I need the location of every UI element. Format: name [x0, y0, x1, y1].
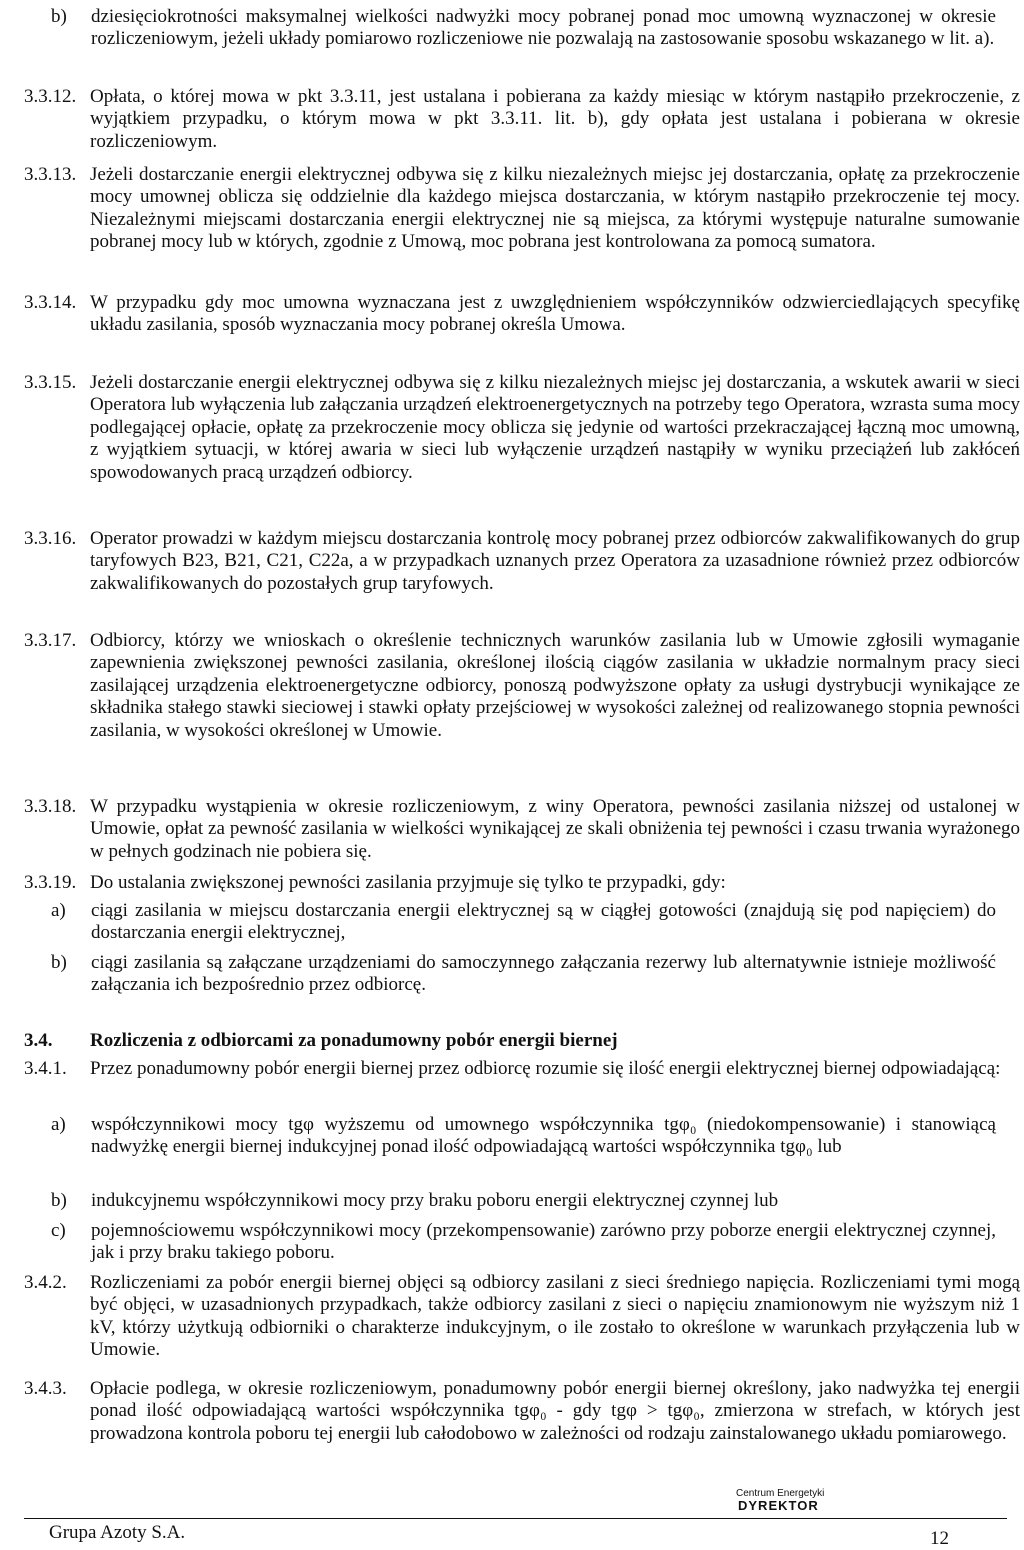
section-heading-3-4	[24, 1030, 1020, 1052]
paragraph-number: 3.4.2.	[24, 1272, 67, 1293]
item-marker: b)	[51, 952, 67, 973]
item-3-4-1-a	[51, 1114, 996, 1159]
paragraph-number: 3.3.18.	[24, 796, 77, 817]
item-3-4-1-c	[51, 1220, 996, 1265]
paragraph-number: 3.3.12.	[24, 86, 77, 107]
section-title: Rozliczenia z odbiorcami za ponadumowny pobór energii biernej	[90, 1030, 618, 1051]
paragraph-3-3-19	[24, 872, 1020, 894]
paragraph-number: 3.3.15.	[24, 372, 77, 393]
paragraph-3-3-12	[24, 86, 1020, 153]
item-marker: b)	[51, 1190, 67, 1211]
item-text: dziesięciokrotności maksymalnej wielkości nadwyżki mocy pobranej ponad moc umowną wyznaczonej w okresie rozliczeniowym, jeżeli układy pomiarowo rozliczeniowe nie pozwalają na zastosowanie sposobu wskazanego w lit. a).	[91, 6, 996, 50]
paragraph-text: Opłacie podlega, w okresie rozliczeniowym, ponadumowny pobór energii biernej określony, jako nadwyżka tej energii ponad ilość odpowiadającą wartości współczynnika tgφ₀ - gdy tgφ > tgφ₀, zmierzona w strefach, w których jest prowadzona kontrola poboru tej energii lub całodobowo w zależności od rodzaju zainstalowanego układu pomiarowego.	[90, 1378, 1020, 1444]
paragraph-text: Odbiorcy, którzy we wnioskach o określenie technicznych warunków zasilania lub w Umowie zgłosili wymaganie zapewnienia zwiększonej pewności zasilania, określonej ilością ciągów zasilania w układzie normalnym pracy sieci zasilającej urządzenia elektroenergetyczne odbiorcy, ponoszą podwyższone opłaty za usługi dystrybucji wynikające ze składnika stałego stawki sieciowej i stawki opłaty przejściowej w wysokości zależnej od realizowanego stopnia pewności zasilania, w wysokości określonej w Umowie.	[90, 630, 1020, 741]
paragraph-number: 3.3.14.	[24, 292, 77, 313]
item-3-3-19-a	[51, 900, 996, 945]
paragraph-text: Opłata, o której mowa w pkt 3.3.11, jest ustalana i pobierana za każdy miesiąc w którym nastąpiło przekroczenie, z wyjątkiem przypadku, o którym mowa w pkt 3.3.11. lit. b), gdy opłata jest ustalana i pobierana w okresie rozliczeniowym.	[90, 86, 1020, 152]
paragraph-text: W przypadku wystąpienia w okresie rozliczeniowym, z winy Operatora, pewności zasilania niższej od ustalonej w Umowie, opłat za pewność zasilania w wielkości wynikającej ze skali obniżenia tej pewności i czasu trwania wyrażonego w pełnych godzinach nie pobiera się.	[90, 796, 1020, 862]
page-number: 12	[930, 1528, 949, 1549]
item-text: ciągi zasilania w miejscu dostarczania energii elektrycznej są w ciągłej gotowości (znajdują się pod napięciem) do dostarczania energii elektrycznej,	[91, 900, 996, 944]
paragraph-text: Jeżeli dostarczanie energii elektrycznej odbywa się z kilku niezależnych miejsc jej dostarczania, a wskutek awarii w sieci Operatora lub wyłączenia lub załączania urządzeń elektroenergetycznych na potrzeby tego Operatora, wzrasta suma mocy podlegającej opłacie, opłatę za przekroczenie mocy oblicza się jedynie od wartości przekraczającej łączną moc umowną, z wyjątkiem sytuacji, w której awaria w sieci lub wyłączenie urządzeń nastąpiły w wyniku przeciążeń lub zakłóceń spowodowanych pracą urządzeń odbiorcy.	[90, 372, 1020, 483]
section-number: 3.4.	[24, 1030, 53, 1051]
paragraph-text: Do ustalania zwiększonej pewności zasilania przyjmuje się tylko te przypadki, gdy:	[90, 872, 726, 893]
paragraph-number: 3.3.13.	[24, 164, 77, 185]
paragraph-text: W przypadku gdy moc umowna wyznaczana jest z uwzględnieniem współczynników odzwierciedlających specyfikę układu zasilania, sposób wyznaczania mocy pobranej określa Umowa.	[90, 292, 1020, 336]
item-text: współczynnikowi mocy tgφ wyższemu od umownego współczynnika tgφ₀ (niedokompensowanie) i stanowiącą nadwyżkę energii biernej indukcyjnej ponad ilość odpowiadającą wartości współczynnika tgφ₀ lub	[91, 1114, 996, 1158]
paragraph-3-4-3	[24, 1378, 1020, 1445]
paragraph-3-4-2	[24, 1272, 1020, 1362]
paragraph-3-3-16	[24, 528, 1020, 595]
paragraph-number: 3.4.3.	[24, 1378, 67, 1399]
stamp-title: DYREKTOR	[738, 1498, 819, 1513]
paragraph-3-3-17	[24, 630, 1020, 742]
footer-company: Grupa Azoty S.A.	[49, 1522, 186, 1543]
paragraph-3-3-15	[24, 372, 1020, 484]
item-marker: a)	[51, 900, 66, 921]
item-marker: a)	[51, 1114, 66, 1135]
paragraph-3-4-1	[24, 1058, 1020, 1080]
paragraph-text: Przez ponadumowny pobór energii biernej przez odbiorcę rozumie się ilość energii elektrycznej biernej odpowiadającą:	[90, 1058, 1001, 1079]
item-3-3-19-b	[51, 952, 996, 997]
item-text: ciągi zasilania są załączane urządzeniami do samoczynnego załączania rezerwy lub alternatywnie istnieje możliwość załączania ich bezpośrednio przez odbiorcę.	[91, 952, 996, 996]
item-text: pojemnościowemu współczynnikowi mocy (przekompensowanie) zarówno przy poborze energii elektrycznej czynnej, jak i przy braku takiego poboru.	[91, 1220, 996, 1264]
paragraph-number: 3.3.17.	[24, 630, 77, 651]
paragraph-3-3-18	[24, 796, 1020, 863]
item-marker: b)	[51, 6, 67, 27]
stamp-organization: Centrum Energetyki	[736, 1488, 825, 1499]
paragraph-3-3-13	[24, 164, 1020, 254]
paragraph-text: Jeżeli dostarczanie energii elektrycznej odbywa się z kilku niezależnych miejsc jej dostarczania, opłatę za przekroczenie mocy umownej oblicza się oddzielnie dla każdego miejsca dostarczania, w którym nastąpiło przekroczenie tej mocy. Niezależnymi miejscami dostarczania energii elektrycznej nie są miejsca, za którymi występuje naturalne sumowanie pobranej mocy lub w których, zgodnie z Umową, moc pobrana jest kontrolowana za pomocą sumatora.	[90, 164, 1020, 253]
paragraph-number: 3.4.1.	[24, 1058, 67, 1079]
item-3-4-1-b	[51, 1190, 996, 1212]
item-text: indukcyjnemu współczynnikowi mocy przy braku poboru energii elektrycznej czynnej lub	[91, 1190, 779, 1211]
footer-divider	[24, 1518, 1007, 1519]
paragraph-text: Operator prowadzi w każdym miejscu dostarczania kontrolę mocy pobranej przez odbiorców zakwalifikowanych do grup taryfowych B23, B21, C21, C22a, a w przypadkach uznanych przez Operatora za uzasadnione również przez odbiorców zakwalifikowanych do pozostałych grup taryfowych.	[90, 528, 1020, 594]
paragraph-3-3-14	[24, 292, 1020, 337]
item-marker: c)	[51, 1220, 66, 1241]
paragraph-number: 3.3.16.	[24, 528, 77, 549]
signature-stamp	[736, 1488, 824, 1513]
paragraph-text: Rozliczeniami za pobór energii biernej objęci są odbiorcy zasilani z sieci średniego napięcia. Rozliczeniami tymi mogą być objęci, w uzasadnionych przypadkach, także odbiorcy zasilani z sieci o napięciu znamionowym nie wyższym niż 1 kV, którzy użytkują odbiorniki o charakterze indukcyjnym, o ile zostało to określone w warunkach przyłączenia lub w Umowie.	[90, 1272, 1020, 1361]
paragraph-number: 3.3.19.	[24, 872, 77, 893]
item-b-top	[51, 6, 996, 51]
